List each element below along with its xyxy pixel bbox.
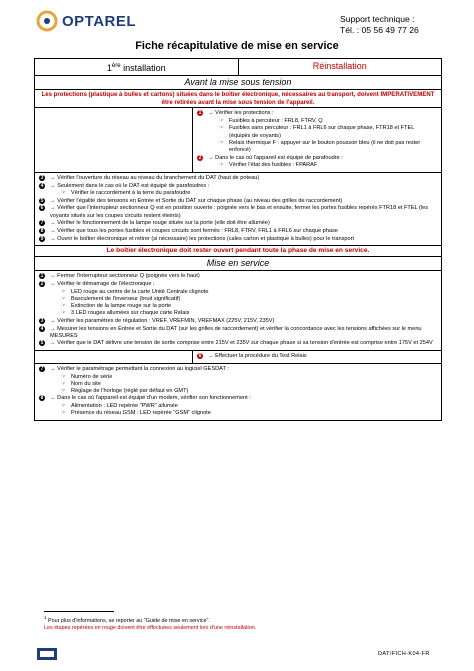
step-number-badge bbox=[39, 273, 50, 281]
sub-step bbox=[51, 410, 437, 417]
footnotes bbox=[44, 614, 256, 632]
step-item bbox=[39, 228, 437, 236]
sub-step bbox=[51, 303, 437, 310]
step-item bbox=[197, 155, 437, 163]
footnote-2: Les étapes repérées en rouge doivent être effectuées seulement lors d'une réinstallation. bbox=[44, 624, 257, 631]
support-phone: Tél. : 05 56 49 77 26 bbox=[340, 25, 419, 35]
sub-step bbox=[51, 190, 437, 197]
step-item bbox=[39, 340, 437, 348]
support-label: Support technique : bbox=[340, 14, 415, 24]
pointing-hand-icon: ☞ bbox=[61, 310, 67, 317]
reinstall-steps bbox=[193, 108, 441, 171]
sub-step bbox=[51, 403, 437, 410]
step-text: → Vérifier l'ouverture du réseau au niveau du branchement du DAT (haut de poteau) bbox=[50, 174, 260, 181]
step-text: Numéro de série bbox=[71, 373, 113, 380]
document-reference: DAT\FICH-K04-FR bbox=[378, 651, 430, 657]
gesdat-steps bbox=[35, 363, 441, 420]
step-number: 1 bbox=[40, 273, 44, 280]
step-item bbox=[39, 366, 437, 374]
protection-warning: Les protections (plastique à bulles et cartons) situées dans le boîtier électronique, nécessaires au transport, doivent IMPERATIVEMENT être retirées avant la mise sous tension de l'appareil. bbox=[35, 89, 441, 107]
step-number-badge bbox=[39, 220, 50, 228]
step-number: 8 bbox=[40, 395, 44, 402]
step-number: 5 bbox=[40, 340, 44, 347]
step-text: → Dans le cas où l'appareil est équipé d'un modem, vérifier son fonctionnement : bbox=[50, 395, 251, 402]
step-text: → Mesurer les tensions en Entrée et Sortie du DAT (sur les grilles de raccordement) et vérifier la concordance avec les tensions affichées sur le menu MESURES bbox=[50, 325, 422, 339]
step-text: Relais thermique F : appuyer sur le bouton poussoir bleu (il ne doit pas rester enfoncé) bbox=[229, 140, 421, 154]
column-headers bbox=[35, 59, 441, 75]
step-number: 3 bbox=[40, 174, 44, 181]
step-number: 5 bbox=[40, 197, 44, 204]
step-text: Vérifier le raccordement à la terre du parafoudre bbox=[71, 190, 191, 197]
sub-step bbox=[209, 125, 437, 140]
step-number-badge bbox=[39, 198, 50, 206]
step-text: → Vérifier les paramètres de régulation : VREF, VREFMIN, VREFMAX (225V, 215V, 235V) bbox=[50, 317, 275, 324]
pointing-hand-icon: ☞ bbox=[61, 410, 67, 417]
step-text: → Ouvrir le boîtier électronique et retirer (si nécessaire) les protections (cales carton et plastique à bulles) pour le transport bbox=[50, 235, 355, 242]
step-number-badge bbox=[39, 281, 50, 289]
step-number-badge bbox=[39, 228, 50, 236]
step-text: Fusibles sans percuteur : FRL1 à FRL6 sur chaque phase, FTR18 et FTEL (équipés de voyants) bbox=[229, 125, 415, 139]
step-number: 7 bbox=[40, 365, 44, 372]
step-item bbox=[39, 205, 437, 220]
sub-step bbox=[51, 388, 437, 395]
step-number: 2 bbox=[198, 154, 202, 161]
step-text: Fusibles à percuteur : FRL8, FTRV, Q bbox=[229, 118, 323, 125]
sub-step bbox=[209, 140, 437, 155]
step-item bbox=[197, 353, 437, 361]
step-number-badge bbox=[39, 205, 50, 220]
step-text: LED rouge au centre de la carte Unité Centrale clignote bbox=[71, 288, 209, 295]
column-first-install: 1ère installation bbox=[35, 59, 239, 75]
first-install-empty-cell bbox=[35, 108, 193, 171]
step-number-badge bbox=[197, 110, 208, 118]
sub-step bbox=[51, 296, 437, 303]
step-text: Extinction de la lampe rouge sur la porte bbox=[71, 303, 172, 310]
test-relais-row bbox=[35, 350, 441, 363]
pointing-hand-icon: ☞ bbox=[219, 118, 225, 125]
step-item bbox=[39, 198, 437, 206]
pointing-hand-icon: ☞ bbox=[219, 125, 225, 132]
step-number: 1 bbox=[198, 110, 202, 117]
sub-step bbox=[51, 289, 437, 296]
step-number-badge bbox=[39, 175, 50, 183]
sub-step bbox=[209, 162, 437, 169]
step-item bbox=[197, 110, 437, 118]
step-number-badge bbox=[39, 318, 50, 326]
section-title-before-power: Avant la mise sous tension bbox=[35, 75, 441, 89]
step-text: Réglage de l'horloge (réglé par défaut en GMT) bbox=[71, 388, 189, 395]
sub-step bbox=[51, 381, 437, 388]
step-text: → Vérifier que l'interrupteur sectionneur Q est en position ouverte : poignée vers le bas et ensuite, fermer les portes fusibles repérés FTR18 et FTEL (les voyants situés sur les coupes circuits restent éteints) bbox=[50, 205, 428, 219]
step-text: Nom du site bbox=[71, 380, 101, 387]
logo-text: OPTAREL bbox=[62, 12, 137, 30]
step-text: → Seulement dans le cas où le DAT est équipé de parafoudres : bbox=[50, 182, 210, 189]
step-text: → Effectuer la procédure du Test Relais bbox=[208, 352, 307, 359]
step-text: → Vérifier les protections : bbox=[208, 110, 274, 117]
step-text: → Vérifier que tous les portes fusibles et coupes circuits sont fermés : FRL8, FTRV, FRL1 à FRL6 sur chaque phase bbox=[50, 227, 338, 234]
step-text: → Vérifier le démarrage de l'électronique : bbox=[50, 280, 155, 287]
pointing-hand-icon: ☞ bbox=[61, 373, 67, 380]
step-number-badge bbox=[39, 183, 50, 191]
optarel-logo bbox=[36, 10, 136, 32]
step-number-badge bbox=[39, 236, 50, 244]
step-item bbox=[39, 236, 437, 244]
step-item bbox=[39, 273, 437, 281]
step-item bbox=[39, 175, 437, 183]
footnote-1: $^1$ Pour plus d'informations, se reporter au "Guide de mise en service". bbox=[44, 615, 210, 624]
step-text: → Fermer l'interrupteur sectionneur Q (poignée vers le haut) bbox=[50, 273, 200, 280]
section-title-commissioning: Mise en service bbox=[35, 256, 441, 270]
pointing-hand-icon: ☞ bbox=[61, 388, 67, 395]
test-relais-empty-cell bbox=[35, 351, 193, 363]
step-item bbox=[39, 183, 437, 191]
step-number-badge bbox=[39, 326, 50, 341]
test-relais-step bbox=[193, 351, 441, 363]
step-number-badge bbox=[197, 353, 208, 361]
commissioning-steps bbox=[35, 270, 441, 350]
step-number: 4 bbox=[40, 182, 44, 189]
step-text: → Vérifier l'égalité des tensions en Entrée et Sortie du DAT sur chaque phase (au niveau des grilles de raccordement) bbox=[50, 197, 343, 204]
step-text: → Dans le cas où l'appareil est équipé de parafoudre : bbox=[208, 154, 343, 161]
step-item bbox=[39, 326, 437, 341]
pointing-hand-icon: ☞ bbox=[61, 288, 67, 295]
reinstall-split-row bbox=[35, 107, 441, 171]
step-number: 3 bbox=[40, 317, 44, 324]
step-item bbox=[39, 318, 437, 326]
page-title: Fiche récapitulative de mise en service bbox=[135, 40, 339, 52]
step-number-badge bbox=[39, 395, 50, 403]
pointing-hand-icon: ☞ bbox=[219, 162, 225, 169]
step-item bbox=[39, 281, 437, 289]
step-number: 8 bbox=[40, 227, 44, 234]
step-text: Basculement de l'inverseur (bruit significatif) bbox=[71, 295, 181, 302]
step-item bbox=[39, 220, 437, 228]
pointing-hand-icon: ☞ bbox=[61, 303, 67, 310]
pointing-hand-icon: ☞ bbox=[61, 295, 67, 302]
step-number-badge bbox=[39, 340, 50, 348]
step-number: 9 bbox=[40, 235, 44, 242]
step-number: 6 bbox=[40, 205, 44, 212]
sub-step bbox=[209, 118, 437, 125]
step-number-badge bbox=[39, 366, 50, 374]
step-number-badge bbox=[197, 155, 208, 163]
step-text: → Vérifier que le DAT délivre une tension de sortie comprise entre 215V et 235V sur chaque phase si sa tension d'entrée est comprise entre 175V et 254V bbox=[50, 340, 433, 347]
sub-step bbox=[51, 310, 437, 317]
step-number: 6 bbox=[198, 352, 202, 359]
step-text: Vérifier l'état des fusibles : FPARAF bbox=[229, 162, 318, 169]
step-number: 7 bbox=[40, 219, 44, 226]
before-power-steps bbox=[35, 172, 441, 246]
pointing-hand-icon: ☞ bbox=[61, 190, 67, 197]
step-item bbox=[39, 395, 437, 403]
pointing-hand-icon: ☞ bbox=[61, 380, 67, 387]
step-text: Présence du réseau GSM : LED repérée "GSM" clignote bbox=[71, 410, 211, 417]
step-number: 2 bbox=[40, 280, 44, 287]
step-text: → Vérifier le fonctionnement de la lampe rouge située sur la porte (elle doit être allumée) bbox=[50, 219, 270, 226]
checklist-table bbox=[34, 58, 442, 421]
qualification-logo-icon bbox=[36, 646, 58, 662]
pointing-hand-icon: ☞ bbox=[61, 403, 67, 410]
step-text: → Vérifier le paramétrage permettant la connexion au logiciel GESDAT : bbox=[50, 365, 229, 372]
support-contact bbox=[340, 14, 419, 36]
sub-step bbox=[51, 374, 437, 381]
keep-open-warning: Le boîtier électronique doit rester ouvert pendant toute la phase de mise en service. bbox=[35, 245, 441, 256]
pointing-hand-icon: ☞ bbox=[219, 140, 225, 147]
step-number: 4 bbox=[40, 325, 44, 332]
optarel-logo-icon bbox=[36, 10, 58, 32]
footnote-separator bbox=[44, 611, 114, 612]
step-text: 3 LED rouges allumées sur chaque carte Relais bbox=[71, 310, 190, 317]
step-text: Alimentation : LED repérée "PWR" allumée bbox=[71, 403, 178, 410]
column-reinstall: Réinstallation bbox=[312, 61, 367, 71]
